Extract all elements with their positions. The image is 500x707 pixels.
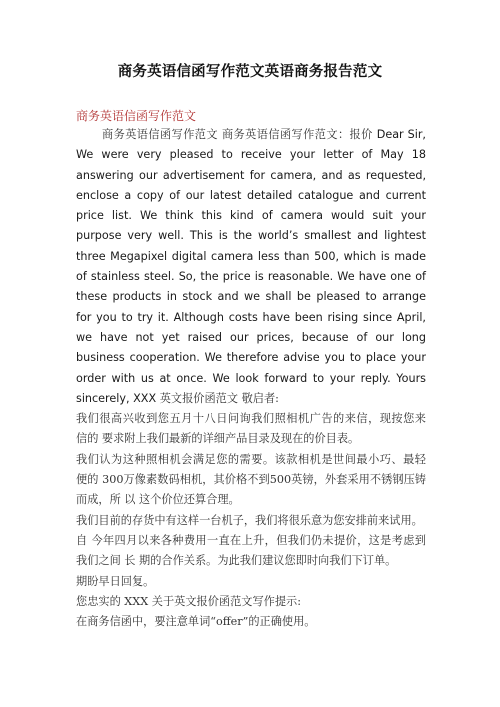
paragraph-cn-4: 自 今年四月以来各种费用一直在上升，但我们仍未提价，这是考虑到我们之间 长 期的合作关系。为此我们建议您即时向我们下订单。 [76,533,426,568]
paragraph-cn-7: 在商务信函中，要注意单词“offer”的正确使用。 [76,615,316,629]
document-body [76,125,426,632]
paragraph-cn-intro: 商务英语信函写作范文 商务英语信函写作范文：报价 [102,128,377,141]
paragraph-en-letter: Dear Sir, We were very pleased to receive your letter of May 18 answering our advertisement for camera, and as requested, enclose a copy of our latest detailed catalogue and current price list. We think this kind of camera would suit your purpose very well. This is the world’s smallest and lightest three Megapixel digital camera less than 500, which is made of stainless steel. So, the price is reasonable. We have one of these products in stock and we shall be pleased to arrange for you to try it. Although costs have been rising since April, we have not yet raised our prices, because of our long business cooperation. We therefore advise you to place your order with us at once. We look forward to your reply. Yours sincerely, XXX [76,128,426,405]
paragraph-cn-tail: 英文报价函范文 敬启者: [156,391,279,405]
paragraph-cn-1: 我们很高兴收到您五月十八日问询我们照相机广告的来信，现按您来 信的 要求附上我们最新的详细产品目录及现在的价目表。 [76,412,426,446]
paragraph-cn-5: 期盼早日回复。 [76,574,155,588]
paragraph-quotation-letter [76,125,426,409]
paragraph-cn-6: 您忠实的 XXX 关于英文报价函范文写作提示: [76,594,301,608]
paragraph-cn-2: 我们认为这种照相机会满足您的需要。该款相机是世间最小巧、最轻 便的 300万像素数码相机，其价格不到500英镑，外套采用不锈钢压铸而成，所 以 这个价位还算合理。 [76,452,426,507]
paragraph-cn-3: 我们目前的存货中有这样一台机子，我们将很乐意为您安排前来试用。 [76,513,423,527]
section-subtitle: 商务英语信函写作范文 [76,109,197,123]
document-title: 商务英语信函写作范文英语商务报告范文 [117,64,383,80]
